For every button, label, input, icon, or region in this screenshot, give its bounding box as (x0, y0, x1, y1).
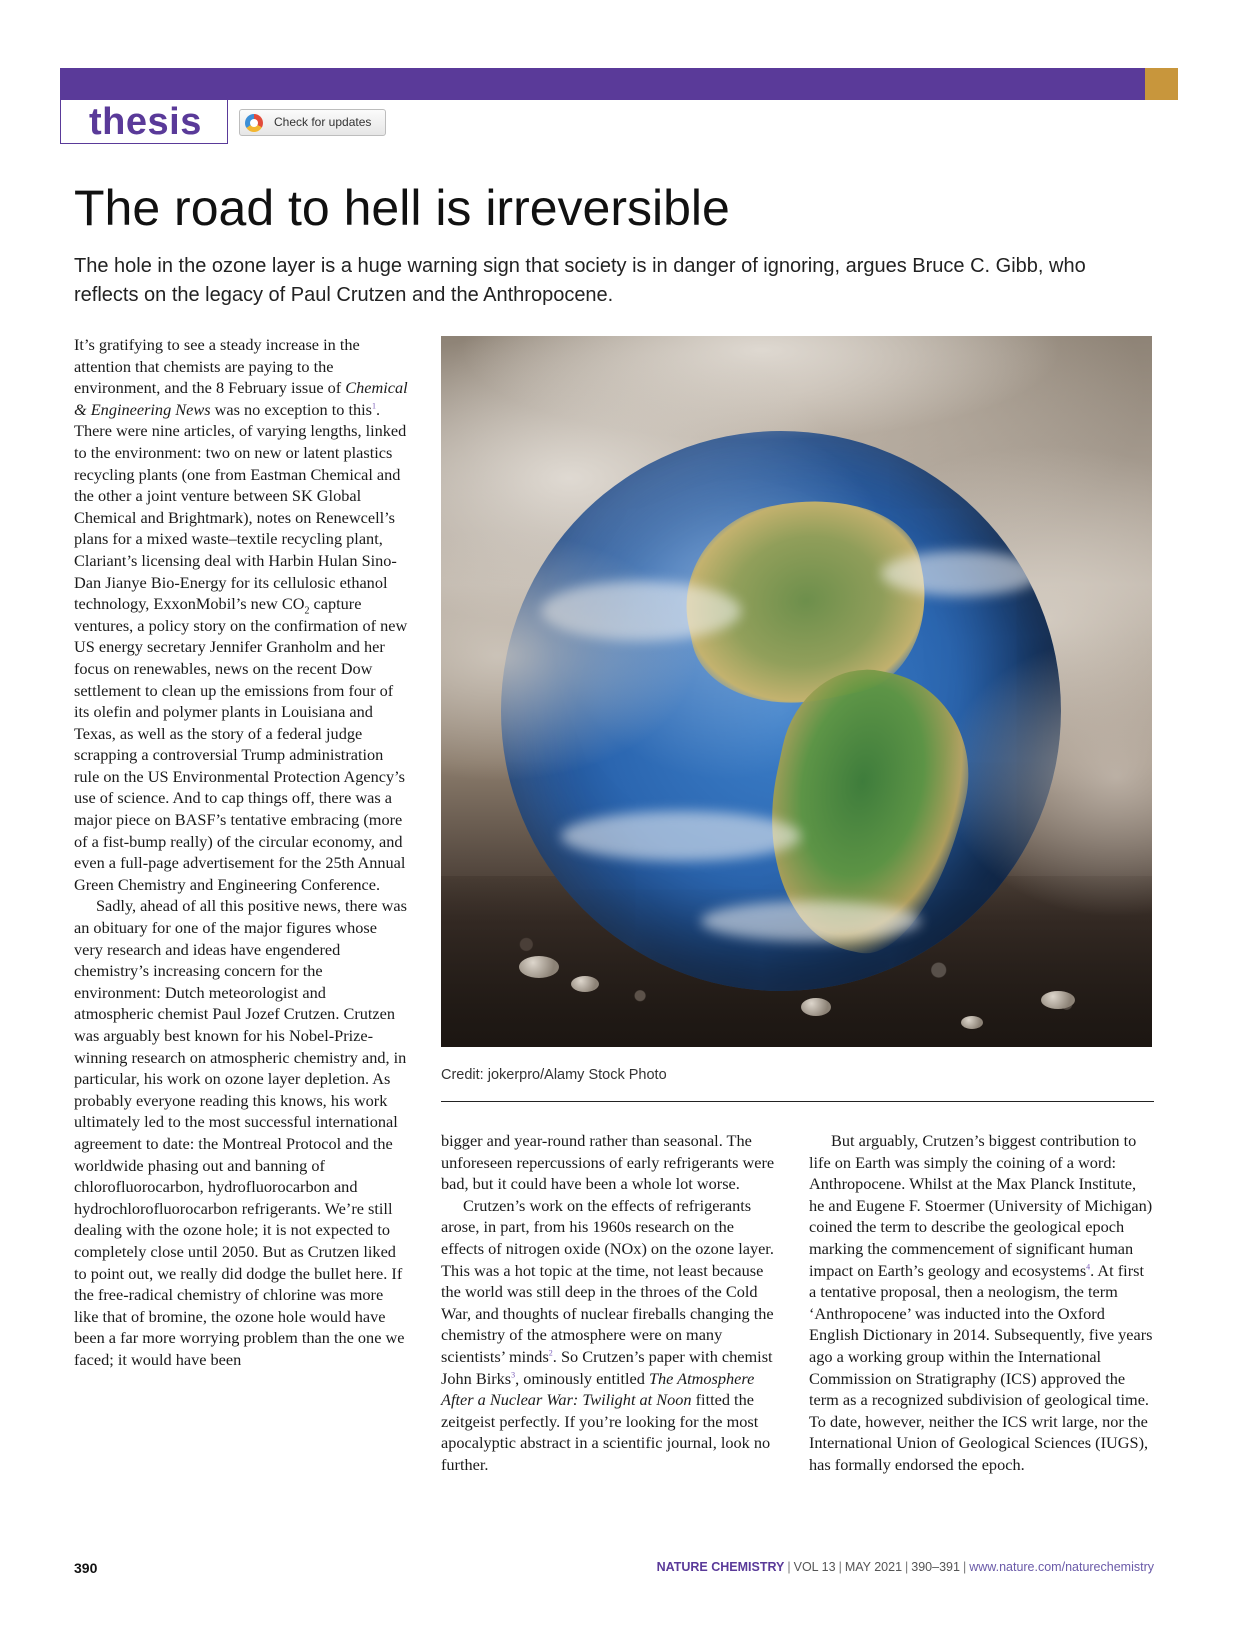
article-title: The road to hell is irreversible (74, 180, 730, 236)
article-figure-earth (441, 336, 1152, 1047)
body-column-1 (74, 334, 408, 1371)
check-for-updates-button[interactable] (239, 109, 386, 136)
paragraph-2-continued: bigger and year-round rather than seasonal. The unforeseen repercussions of early refrigerants were bad, but it could have been a whole lot worse. (441, 1131, 775, 1194)
caption-divider (441, 1101, 1154, 1102)
figure-smoke-haze (441, 336, 1152, 1047)
section-tab (60, 100, 228, 144)
section-label: thesis (89, 101, 202, 143)
header-band (60, 68, 1157, 100)
paragraph-1: It’s gratifying to see a steady increase in the attention that chemists are paying to the environment, and the 8 February issue of Chemical & Engineering News was no exception to this$^1$. There were nine articles, of varying lengths, linked to the environment: two on new or latent plastics recycling plants (one from Eastman Chemical and the other a joint venture between SK Global Chemical and Brightmark), notes on Renewcell’s plans for a mixed waste–textile recycling plant, Clariant’s licensing deal with Harbin Hulan Sino-Dan Jianye Bio-Energy for its cellulosic ethanol technology, ExxonMobil’s new $CO_2$ capture ventures, a policy story on the confirmation of new US energy secretary Jennifer Granholm and her focus on renewables, news on the recent Dow settlement to clean up the emissions from four of its olefin and polymer plants in Louisiana and Texas, as well as the story of a federal judge scrapping a controversial Trump administration rule on the US Environmental Protection Agency’s use of science. And to cap things off, there was a major piece on BASF’s tentative embracing (more of a fist-bump really) of the circular economy, and even a full-page advertisement for the 25th Annual Green Chemistry and Engineering Conference. (74, 335, 408, 894)
journal-footer: NATURE CHEMISTRY | VOL 13 | MAY 2021 | 390–391 | www.nature.com/naturechemistry (656, 1560, 1154, 1574)
paragraph-2: Sadly, ahead of all this positive news, there was an obituary for one of the major figures whose very research and ideas have engendered chemistry’s increasing concern for the environment: Dutch meteorologist and atmospheric chemist Paul Jozef Crutzen. Crutzen was arguably best known for his Nobel-Prize-winning research on atmospheric chemistry and, in particular, his work on ozone layer depletion. As probably everyone reading this knows, his work ultimately led to the most successful international agreement to date: the Montreal Protocol and the worldwide phasing out and banning of chlorofluorocarbon, hydrofluorocarbon and hydrochlorofluorocarbon refrigerants. We’re still dealing with the ozone hole; it is not expected to completely close until 2050. But as Crutzen liked to point out, we really did dodge the bullet here. If the free-radical chemistry of chlorine was more like that of bromine, the ozone hole would have been a far more worrying problem than the one we faced; it would have been (74, 896, 407, 1369)
body-column-2 (441, 1130, 781, 1476)
article-standfirst: The hole in the ozone layer is a huge warning sign that society is in danger of ignoring, argues Bruce C. Gibb, who reflects on the legacy of Paul Crutzen and the Anthropocene. (74, 255, 1086, 306)
reference-link[interactable]: 2 (548, 1348, 553, 1358)
page-range: 390–391 (911, 1560, 960, 1574)
journal-name: Chemical & Engineering News (74, 378, 408, 419)
volume: VOL 13 (793, 1560, 836, 1574)
crossmark-icon (245, 114, 263, 132)
check-for-updates-label: Check for updates (274, 115, 372, 129)
reference-link[interactable]: 1 (372, 401, 377, 411)
page-number: 390 (74, 1560, 98, 1576)
header-band-accent (1145, 68, 1178, 100)
reference-link[interactable]: 3 (511, 1370, 516, 1380)
figure-caption: Credit: jokerpro/Alamy Stock Photo (441, 1067, 667, 1083)
reference-link[interactable]: 4 (1086, 1262, 1091, 1272)
paragraph-4: But arguably, Crutzen’s biggest contribution to life on Earth was simply the coining of a word: Anthropocene. Whilst at the Max Planck Institute, he and Eugene F. Stoermer (University of Michigan) coined the term to describe the geological epoch marking the commencement of significant human impact on Earth’s geology and ecosystems$^4$. At first a tentative proposal, then a neologism, the term ‘Anthropocene’ was inducted into the Oxford English Dictionary in 2014. Subsequently, five years ago a working group within the International Commission on Stratigraphy (ICS) approved the term as a recognized subdivision of geological time. To date, however, neither the ICS writ large, nor the International Union of Geological Sciences (IUGS), has formally endorsed the epoch. (809, 1131, 1153, 1474)
body-column-3 (809, 1130, 1154, 1476)
journal-url-link[interactable]: www.nature.com/naturechemistry (969, 1560, 1154, 1574)
paper-title: The Atmosphere After a Nuclear War: Twilight at Noon (441, 1368, 755, 1410)
journal-title: NATURE CHEMISTRY (656, 1560, 785, 1574)
issue-date: MAY 2021 (844, 1560, 903, 1574)
paragraph-3: Crutzen’s work on the effects of refrigerants arose, in part, from his 1960s research on the effects of nitrogen oxide (NOx) on the ozone layer. This was a hot topic at the time, not least because the world was still deep in the throes of the Cold War, and thoughts of nuclear fireballs changing the chemistry of the atmosphere were on many scientists’ minds$^2$. So Crutzen’s paper with chemist John Birks$^3$, ominously entitled The Atmosphere After a Nuclear War: Twilight at Noon fitted the zeitgeist perfectly. If you’re looking for the most apocalyptic abstract in a scientific journal, look no further. (441, 1195, 774, 1474)
